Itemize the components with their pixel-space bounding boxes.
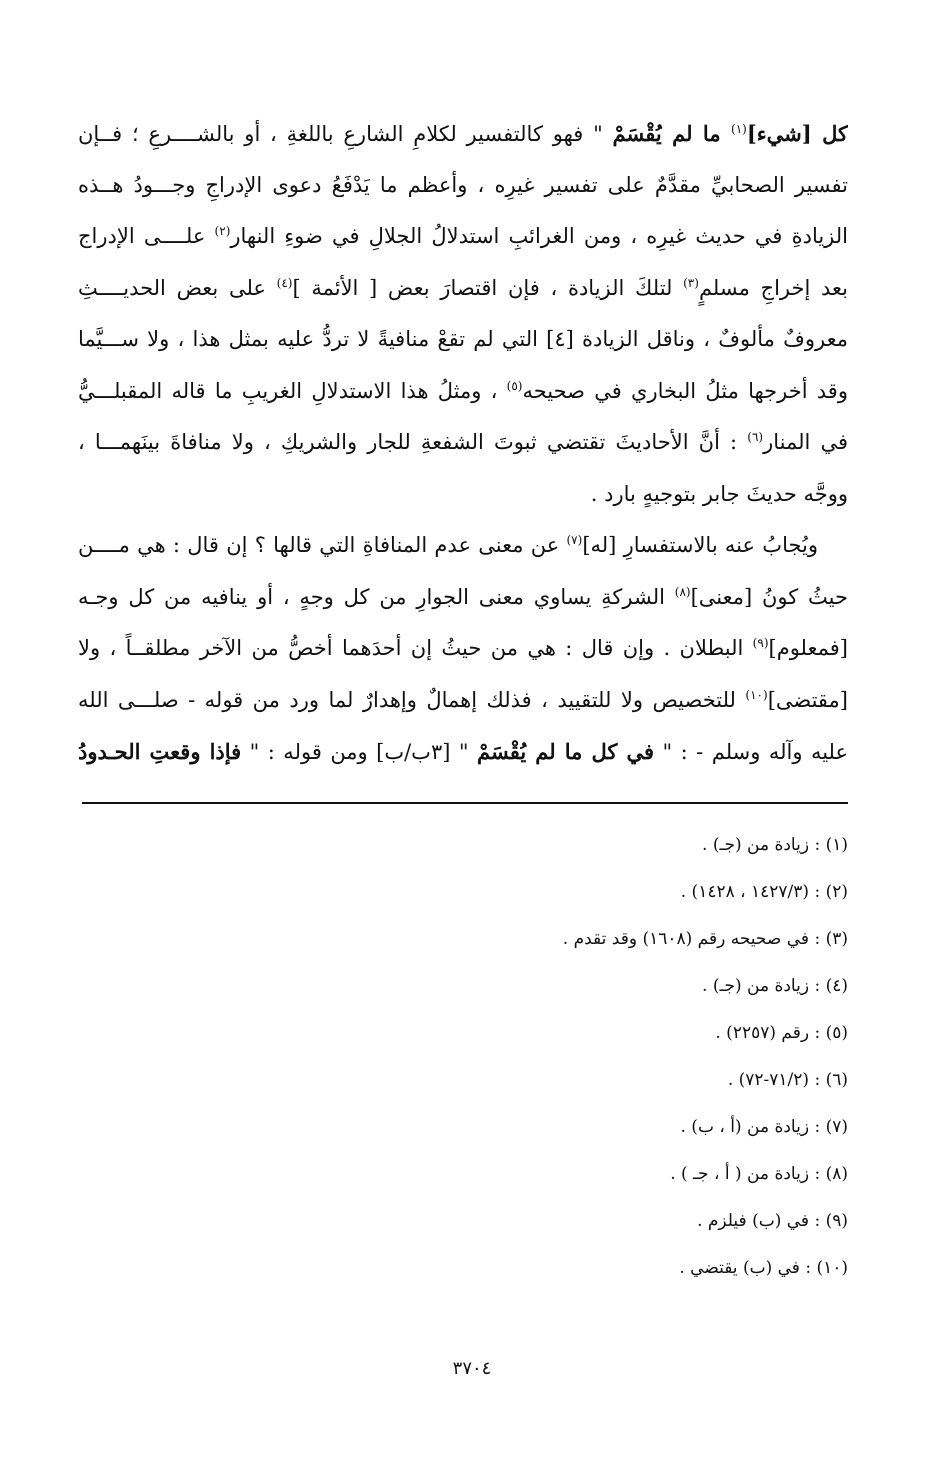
- footnote-ref: (٤): [276, 275, 293, 290]
- page-number: ٣٧٠٤: [452, 1358, 492, 1379]
- text-segment: بعد إخراجِ مسلمٍ: [698, 275, 848, 300]
- footnote-ref: (٨): [674, 584, 691, 599]
- text-segment: [فمعلوم]: [768, 636, 848, 660]
- text-segment: وقد أخرجها مثلُ البخاري في صحيحه: [522, 378, 848, 403]
- footnote-item: (٦) : (٧١/٢-٧٢) .: [727, 1070, 848, 1090]
- text-segment: لتلكَ الزيادة ، فإن اقتصارَ بعض [ الأئمة ]: [292, 275, 684, 300]
- footnote-item: (١) : زيادة من (جـ) .: [702, 835, 848, 855]
- text-segment: للتخصيص ولا للتقييد ، فذلك إهمالٌ وإهدارٌ لما ورد من قوله - صلـــى الله: [78, 687, 746, 712]
- footnotes: [148, 822, 848, 1292]
- footnote-ref: (٧): [566, 533, 583, 547]
- text-segment: عليه وآله وسلم - : ": [654, 740, 848, 764]
- footnote-item: (٥) : رقم (٢٢٥٧) .: [715, 1023, 848, 1043]
- text-segment: في كل ما لم يُقْسَمْ: [477, 739, 655, 764]
- text-line: [78, 520, 848, 572]
- text-segment: ويُجابُ عنه بالاستفسارِ [له]: [582, 533, 819, 557]
- footnote-ref: (٥): [506, 378, 523, 393]
- text-line: [78, 675, 848, 727]
- text-segment: كل [شيء]: [746, 121, 848, 146]
- text-segment: ووجَّه حديثَ جابر بتوجيهٍ بارد .: [590, 481, 848, 506]
- text-line: [78, 211, 848, 263]
- footnote-ref: (٦): [747, 430, 764, 444]
- text-segment: في المنار: [763, 430, 848, 454]
- text-segment: الشركةِ يساوي معنى الجوارِ من كل وجهٍ ، أو ينافيه من كل وجـه: [78, 584, 675, 609]
- text-segment: البطلان . وإن قال : هي من حيثُ إن أحدَهما أخصُّ من الآخر مطلقــاً ، ولا: [78, 636, 753, 660]
- footnote-item: (٣) : في صحيحه رقم (١٦٠٨) وقد تقدم .: [562, 929, 848, 949]
- text-line: [78, 572, 848, 624]
- text-line: [78, 366, 848, 418]
- text-segment: : أنَّ الأحاديثَ تقتضي ثبوتَ الشفعةِ للجار والشريكِ ، ولا منافاةَ بينَهمـــا ،: [78, 430, 748, 454]
- text-segment: " [٣ب/ب] ومن قوله : ": [241, 740, 478, 764]
- text-segment: علــــى الإدراج: [78, 224, 215, 248]
- footnote-ref: (٣): [683, 275, 699, 290]
- footnote-item: (٩) : في (ب) فيلزم .: [697, 1211, 848, 1231]
- text-line: [78, 726, 848, 778]
- text-line: [78, 160, 848, 212]
- footnote-item: (٢) : (١٤٢٧/٣ ، ١٤٢٨) .: [680, 882, 848, 902]
- footnote-item: (٤) : زيادة من (جـ) .: [702, 976, 848, 996]
- footnote-item: (١٠) : في (ب) يقتضي .: [679, 1258, 848, 1278]
- text-line: [78, 263, 848, 315]
- text-segment: عن معنى عدم المنافاةِ التي قالها ؟ إن قال : هي مــــن: [78, 533, 567, 557]
- text-segment: [مقتضى]: [767, 687, 848, 712]
- footnote-separator: [82, 802, 848, 804]
- text-line: [78, 623, 848, 675]
- text-segment: ، ومثلُ هذا الاستدلالِ الغريبِ ما قاله المقبلـــيُّ: [78, 378, 507, 403]
- text-segment: " فهو كالتفسير لكلامِ الشارعِ باللغةِ ، أو بالشــــرعِ ؛ فــإن: [78, 122, 613, 146]
- footnote-ref: (٢): [214, 224, 231, 238]
- footnote-item: (٨) : زيادة من ( أ ، جـ ) .: [670, 1164, 848, 1184]
- footnote-ref: (٩): [752, 636, 769, 650]
- text-segment: على بعض الحديــــثِ: [78, 275, 277, 300]
- text-segment: الزيادةِ في حديث غيرِه ، ومن الغرائبِ استدلالُ الجلالِ في ضوءِ النهار: [230, 224, 848, 248]
- text-segment: فإذا وقعتِ الحـدودُ: [78, 739, 242, 764]
- main-text: [78, 108, 848, 778]
- footnote-ref: (١٠): [745, 687, 768, 702]
- text-line: [78, 469, 848, 521]
- text-line: [78, 314, 848, 366]
- text-line: [78, 417, 848, 469]
- footnote-ref: (١): [731, 122, 747, 136]
- footnote-item: (٧) : زيادة من (أ ، ب) .: [680, 1117, 848, 1137]
- text-segment: ما لم يُقْسَمْ: [612, 121, 731, 146]
- text-segment: حيثُ كونُ [معنى]: [690, 584, 848, 609]
- text-segment: معروفٌ مألوفٌ ، وناقل الزيادة [٤] التي لم تقعْ منافيةً لا تردُّ عليه بمثل هذا ، ولا ســـيَّما: [78, 327, 848, 351]
- text-segment: تفسير الصحابيِّ مقدَّمٌ على تفسير غيرِه ، وأعظم ما يَدْفَعُ دعوى الإدراجِ وجـــودُ هــذه: [78, 172, 848, 197]
- text-line: [78, 108, 848, 160]
